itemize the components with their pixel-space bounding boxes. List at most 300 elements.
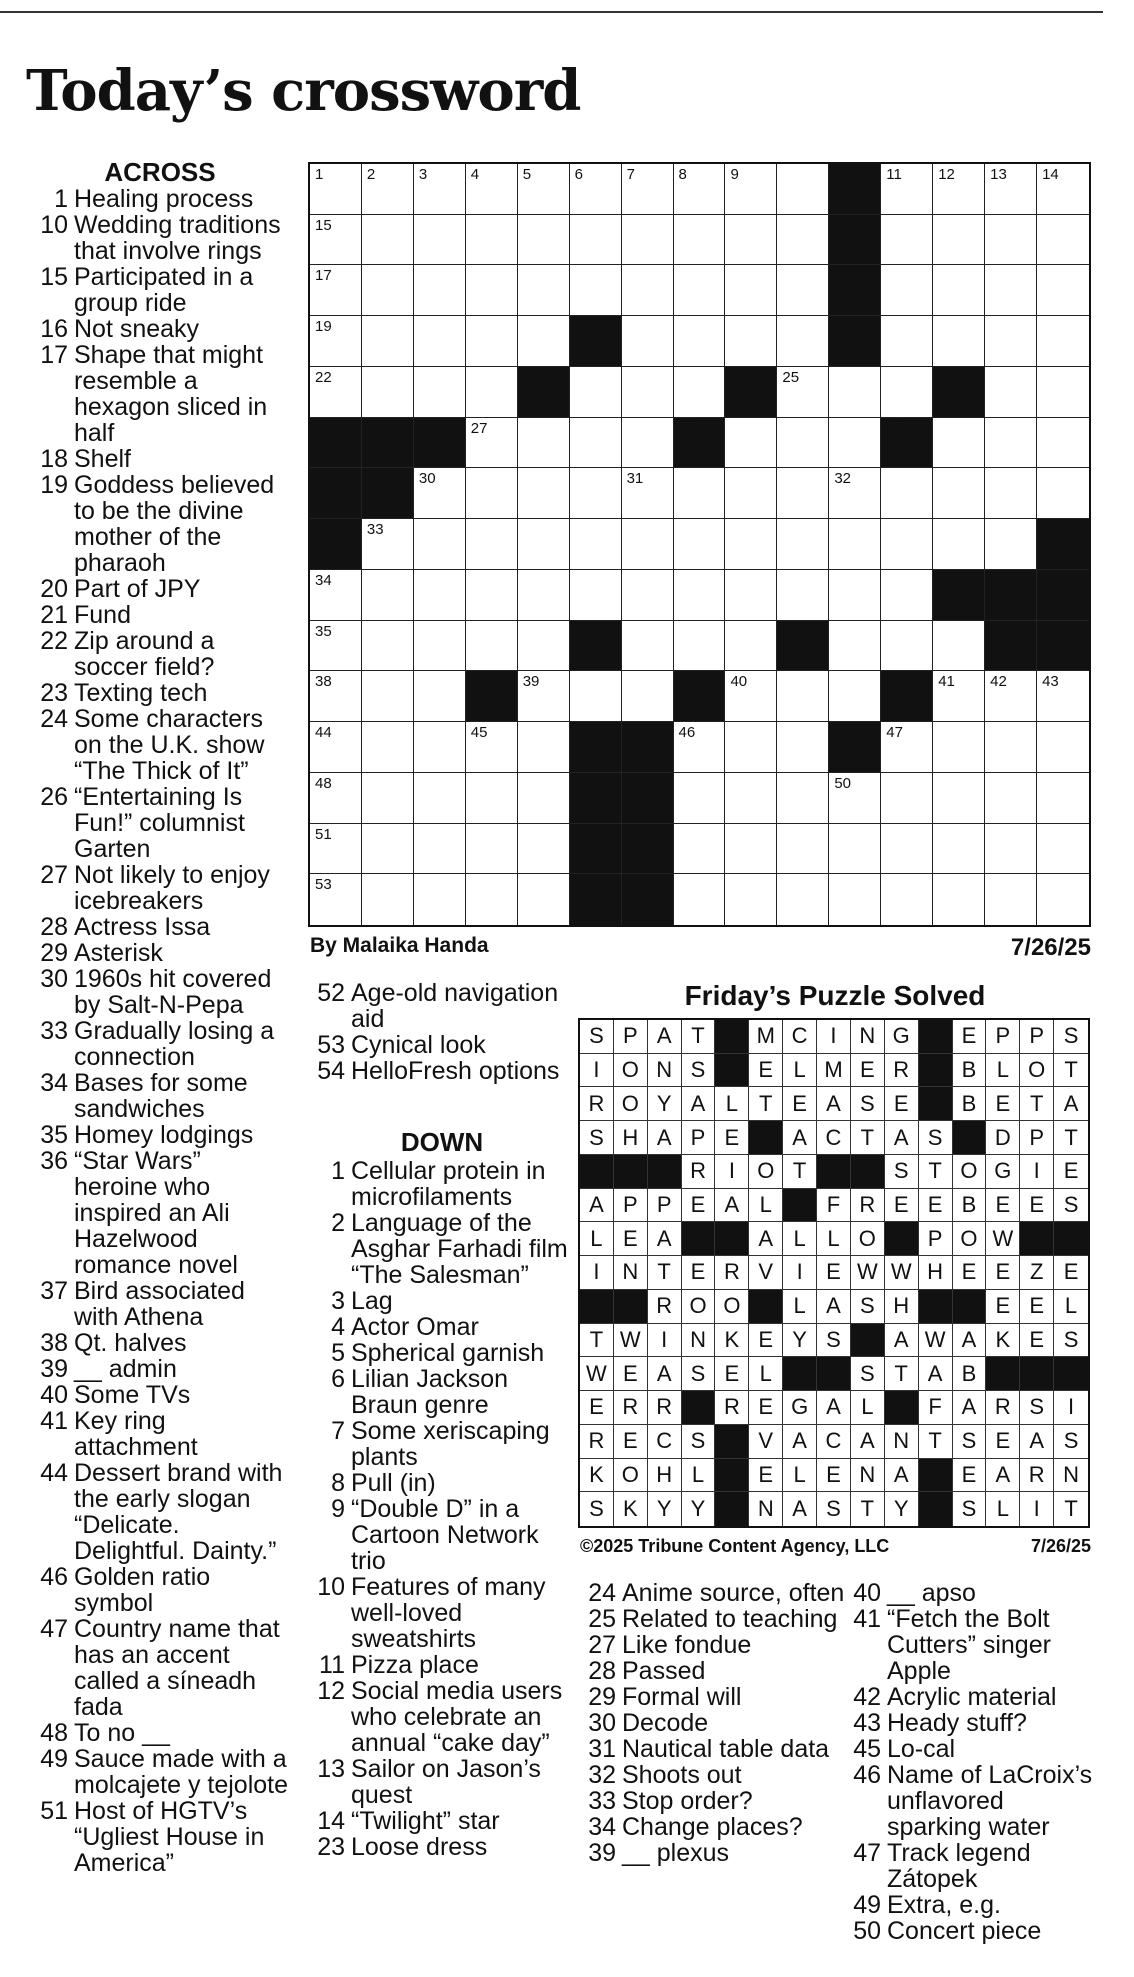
solution-black-square bbox=[1054, 1357, 1088, 1391]
grid-cell[interactable] bbox=[466, 164, 518, 215]
grid-cell[interactable] bbox=[725, 874, 777, 925]
grid-cell[interactable] bbox=[1037, 468, 1089, 519]
grid-cell[interactable] bbox=[518, 215, 570, 266]
clue-item bbox=[30, 1460, 290, 1564]
grid-cell[interactable] bbox=[777, 519, 829, 570]
grid-cell[interactable] bbox=[777, 164, 829, 215]
grid-cell[interactable] bbox=[777, 367, 829, 418]
grid-cell[interactable] bbox=[466, 621, 518, 672]
grid-cell[interactable] bbox=[414, 671, 466, 722]
solution-letter: L bbox=[783, 1459, 817, 1493]
grid-cell[interactable] bbox=[414, 468, 466, 519]
grid-cell[interactable] bbox=[570, 215, 622, 266]
grid-cell[interactable] bbox=[414, 722, 466, 773]
grid-cell[interactable] bbox=[1037, 722, 1089, 773]
grid-cell[interactable] bbox=[518, 671, 570, 722]
grid-cell[interactable] bbox=[622, 164, 674, 215]
solution-letter: E bbox=[986, 1087, 1020, 1121]
clue-text: Gradually losing a connection bbox=[74, 1017, 275, 1071]
grid-cell[interactable] bbox=[881, 367, 933, 418]
solution-letter: H bbox=[919, 1256, 953, 1290]
grid-cell[interactable] bbox=[725, 621, 777, 672]
black-square bbox=[622, 773, 674, 824]
clue-item bbox=[578, 1606, 848, 1632]
grid-cell[interactable] bbox=[362, 722, 414, 773]
grid-cell[interactable] bbox=[414, 824, 466, 875]
grid-cell[interactable] bbox=[518, 621, 570, 672]
grid-cell[interactable] bbox=[933, 671, 985, 722]
clue-item bbox=[843, 1918, 1103, 1944]
grid-cell[interactable] bbox=[725, 519, 777, 570]
grid-cell[interactable] bbox=[933, 215, 985, 266]
grid-cell[interactable] bbox=[466, 519, 518, 570]
clue-item bbox=[30, 1616, 290, 1720]
grid-cell[interactable] bbox=[310, 722, 362, 773]
clue-item bbox=[307, 1288, 577, 1314]
grid-cell[interactable] bbox=[310, 824, 362, 875]
grid-cell[interactable] bbox=[1037, 367, 1089, 418]
grid-cell[interactable] bbox=[310, 874, 362, 925]
grid-cell[interactable] bbox=[622, 671, 674, 722]
solution-letter: I bbox=[783, 1256, 817, 1290]
grid-cell[interactable] bbox=[777, 316, 829, 367]
grid-cell[interactable] bbox=[881, 215, 933, 266]
clue-item bbox=[30, 316, 290, 342]
grid-cell[interactable] bbox=[518, 418, 570, 469]
grid-cell[interactable] bbox=[725, 773, 777, 824]
grid-cell[interactable] bbox=[466, 824, 518, 875]
solution-black-square bbox=[783, 1189, 817, 1223]
grid-cell[interactable] bbox=[881, 468, 933, 519]
solution-letter: E bbox=[682, 1189, 716, 1223]
grid-cell[interactable] bbox=[985, 164, 1037, 215]
grid-cell[interactable] bbox=[985, 671, 1037, 722]
black-square bbox=[570, 316, 622, 367]
clue-number: 6 bbox=[331, 1365, 345, 1393]
grid-cell[interactable] bbox=[674, 316, 726, 367]
grid-cell[interactable] bbox=[933, 164, 985, 215]
clue-text: Decode bbox=[622, 1709, 709, 1737]
grid-cell[interactable] bbox=[881, 621, 933, 672]
grid-cell[interactable] bbox=[362, 519, 414, 570]
grid-cell[interactable] bbox=[518, 874, 570, 925]
grid-cell[interactable] bbox=[777, 215, 829, 266]
grid-cell[interactable] bbox=[985, 773, 1037, 824]
black-square bbox=[933, 367, 985, 418]
solution-letter: Y bbox=[648, 1492, 682, 1526]
grid-cell[interactable] bbox=[725, 418, 777, 469]
grid-cell[interactable] bbox=[414, 265, 466, 316]
grid-cell[interactable] bbox=[777, 874, 829, 925]
grid-cell[interactable] bbox=[725, 316, 777, 367]
clue-item bbox=[30, 940, 290, 966]
black-square bbox=[777, 621, 829, 672]
grid-cell[interactable] bbox=[881, 164, 933, 215]
grid-cell[interactable] bbox=[725, 570, 777, 621]
grid-cell[interactable] bbox=[622, 418, 674, 469]
solution-letter: E bbox=[715, 1121, 749, 1155]
grid-cell[interactable] bbox=[725, 671, 777, 722]
cell-number: 28 bbox=[678, 419, 696, 437]
grid-cell[interactable] bbox=[414, 874, 466, 925]
grid-cell[interactable] bbox=[362, 164, 414, 215]
grid-cell[interactable] bbox=[362, 570, 414, 621]
grid-cell[interactable] bbox=[881, 519, 933, 570]
grid-cell[interactable] bbox=[777, 418, 829, 469]
grid-cell[interactable] bbox=[466, 722, 518, 773]
clue-number: 15 bbox=[40, 263, 68, 291]
grid-cell[interactable] bbox=[1037, 824, 1089, 875]
solution-letter: O bbox=[953, 1222, 987, 1256]
grid-cell[interactable] bbox=[674, 468, 726, 519]
clue-text: 1960s hit covered by Salt-N-Pepa bbox=[74, 965, 272, 1019]
grid-cell[interactable] bbox=[1037, 671, 1089, 722]
grid-cell[interactable] bbox=[414, 570, 466, 621]
grid-cell[interactable] bbox=[622, 215, 674, 266]
grid-cell[interactable] bbox=[570, 570, 622, 621]
grid-cell[interactable] bbox=[777, 265, 829, 316]
grid-cell[interactable] bbox=[362, 773, 414, 824]
grid-cell[interactable] bbox=[674, 621, 726, 672]
solution-letter: P bbox=[614, 1189, 648, 1223]
clue-text: Anime source, often bbox=[622, 1579, 845, 1607]
grid-cell[interactable] bbox=[985, 468, 1037, 519]
solution-letter: R bbox=[851, 1189, 885, 1223]
grid-cell[interactable] bbox=[985, 722, 1037, 773]
grid-cell[interactable] bbox=[362, 215, 414, 266]
grid-cell[interactable] bbox=[466, 215, 518, 266]
grid-cell[interactable] bbox=[570, 671, 622, 722]
grid-cell[interactable] bbox=[985, 874, 1037, 925]
grid-cell[interactable] bbox=[985, 418, 1037, 469]
grid-cell[interactable] bbox=[518, 570, 570, 621]
grid-cell[interactable] bbox=[518, 468, 570, 519]
grid-cell[interactable] bbox=[414, 215, 466, 266]
grid-cell[interactable] bbox=[829, 418, 881, 469]
clue-item bbox=[30, 1122, 290, 1148]
grid-cell[interactable] bbox=[570, 468, 622, 519]
solution-letter: S bbox=[580, 1121, 614, 1155]
solution-letter: E bbox=[953, 1459, 987, 1493]
grid-cell[interactable] bbox=[466, 874, 518, 925]
clue-number: 13 bbox=[317, 1755, 345, 1783]
grid-cell[interactable] bbox=[466, 367, 518, 418]
solution-letter: P bbox=[1020, 1020, 1054, 1054]
clue-item bbox=[30, 342, 290, 446]
grid-cell[interactable] bbox=[1037, 265, 1089, 316]
grid-cell[interactable] bbox=[933, 418, 985, 469]
grid-cell[interactable] bbox=[622, 621, 674, 672]
grid-cell[interactable] bbox=[985, 215, 1037, 266]
grid-cell[interactable] bbox=[933, 824, 985, 875]
solution-black-square bbox=[614, 1155, 648, 1189]
down-clue-list-continued-2 bbox=[843, 1580, 1103, 1944]
grid-cell[interactable] bbox=[725, 215, 777, 266]
clue-number: 51 bbox=[40, 1797, 68, 1825]
grid-cell[interactable] bbox=[622, 316, 674, 367]
clue-number: 10 bbox=[40, 211, 68, 239]
clue-item bbox=[578, 1710, 848, 1736]
grid-cell[interactable] bbox=[570, 367, 622, 418]
grid-cell[interactable] bbox=[518, 773, 570, 824]
grid-cell[interactable] bbox=[674, 570, 726, 621]
solution-letter: L bbox=[783, 1054, 817, 1088]
grid-cell[interactable] bbox=[518, 265, 570, 316]
solution-letter: R bbox=[715, 1391, 749, 1425]
grid-cell[interactable] bbox=[414, 519, 466, 570]
clue-number: 47 bbox=[40, 1615, 68, 1643]
solution-letter: G bbox=[783, 1391, 817, 1425]
grid-cell[interactable] bbox=[414, 316, 466, 367]
grid-cell[interactable] bbox=[777, 671, 829, 722]
grid-cell[interactable] bbox=[777, 773, 829, 824]
cell-number: 13 bbox=[990, 166, 1007, 183]
clue-text: Some xeriscaping plants bbox=[351, 1417, 550, 1471]
grid-cell[interactable] bbox=[570, 519, 622, 570]
cell-number: 1 bbox=[315, 166, 324, 183]
grid-cell[interactable] bbox=[829, 570, 881, 621]
solution-letter: A bbox=[817, 1087, 851, 1121]
cell-number: 51 bbox=[315, 825, 332, 843]
grid-cell[interactable] bbox=[933, 265, 985, 316]
grid-cell[interactable] bbox=[622, 468, 674, 519]
grid-cell[interactable] bbox=[829, 519, 881, 570]
grid-cell[interactable] bbox=[674, 164, 726, 215]
clue-number: 41 bbox=[40, 1407, 68, 1435]
grid-cell[interactable] bbox=[518, 519, 570, 570]
solution-black-square bbox=[715, 1054, 749, 1088]
clue-number: 53 bbox=[317, 1031, 345, 1059]
crossword-grid[interactable] bbox=[308, 162, 1091, 927]
grid-cell[interactable] bbox=[362, 316, 414, 367]
grid-cell[interactable] bbox=[622, 367, 674, 418]
clue-number: 46 bbox=[853, 1761, 881, 1789]
grid-cell[interactable] bbox=[1037, 215, 1089, 266]
grid-cell[interactable] bbox=[674, 367, 726, 418]
black-square bbox=[725, 367, 777, 418]
solution-letter: W bbox=[851, 1256, 885, 1290]
solution-letter: N bbox=[885, 1425, 919, 1459]
grid-cell[interactable] bbox=[362, 671, 414, 722]
grid-cell[interactable] bbox=[881, 722, 933, 773]
grid-cell[interactable] bbox=[933, 874, 985, 925]
grid-cell[interactable] bbox=[829, 367, 881, 418]
grid-cell[interactable] bbox=[881, 874, 933, 925]
grid-cell[interactable] bbox=[881, 824, 933, 875]
grid-cell[interactable] bbox=[466, 773, 518, 824]
grid-cell[interactable] bbox=[414, 621, 466, 672]
clue-item bbox=[30, 628, 290, 680]
grid-cell[interactable] bbox=[1037, 164, 1089, 215]
black-square bbox=[829, 722, 881, 773]
grid-cell[interactable] bbox=[725, 722, 777, 773]
grid-cell[interactable] bbox=[674, 265, 726, 316]
grid-cell[interactable] bbox=[310, 671, 362, 722]
grid-cell[interactable] bbox=[362, 621, 414, 672]
grid-cell[interactable] bbox=[466, 468, 518, 519]
grid-cell[interactable] bbox=[829, 468, 881, 519]
grid-cell[interactable] bbox=[829, 621, 881, 672]
grid-cell[interactable] bbox=[466, 265, 518, 316]
solution-letter: C bbox=[817, 1425, 851, 1459]
clue-item bbox=[30, 212, 290, 264]
grid-cell[interactable] bbox=[362, 824, 414, 875]
grid-cell[interactable] bbox=[674, 874, 726, 925]
solution-letter: Y bbox=[885, 1492, 919, 1526]
grid-cell[interactable] bbox=[570, 164, 622, 215]
grid-cell[interactable] bbox=[518, 316, 570, 367]
grid-cell[interactable] bbox=[310, 164, 362, 215]
grid-cell[interactable] bbox=[985, 316, 1037, 367]
grid-cell[interactable] bbox=[622, 570, 674, 621]
solution-black-square bbox=[919, 1290, 953, 1324]
grid-cell[interactable] bbox=[414, 773, 466, 824]
solution-letter: I bbox=[817, 1020, 851, 1054]
grid-cell[interactable] bbox=[466, 316, 518, 367]
cell-number: 41 bbox=[938, 673, 955, 691]
clue-number: 1 bbox=[54, 185, 68, 213]
solution-grid bbox=[578, 1018, 1090, 1528]
grid-cell[interactable] bbox=[310, 316, 362, 367]
grid-cell[interactable] bbox=[362, 265, 414, 316]
grid-cell[interactable] bbox=[933, 316, 985, 367]
grid-cell[interactable] bbox=[674, 824, 726, 875]
clue-number: 25 bbox=[588, 1605, 616, 1633]
grid-cell[interactable] bbox=[881, 265, 933, 316]
grid-cell[interactable] bbox=[622, 265, 674, 316]
grid-cell[interactable] bbox=[310, 367, 362, 418]
grid-cell[interactable] bbox=[777, 824, 829, 875]
grid-cell[interactable] bbox=[362, 367, 414, 418]
grid-cell[interactable] bbox=[933, 773, 985, 824]
clue-text: Stop order? bbox=[622, 1787, 753, 1815]
grid-cell[interactable] bbox=[829, 671, 881, 722]
grid-cell[interactable] bbox=[674, 519, 726, 570]
grid-cell[interactable] bbox=[310, 570, 362, 621]
clue-number: 23 bbox=[317, 1833, 345, 1861]
grid-cell[interactable] bbox=[985, 265, 1037, 316]
clue-text: Not sneaky bbox=[74, 315, 200, 343]
grid-cell[interactable] bbox=[1037, 316, 1089, 367]
grid-cell[interactable] bbox=[362, 874, 414, 925]
grid-cell[interactable] bbox=[570, 418, 622, 469]
grid-cell[interactable] bbox=[674, 215, 726, 266]
grid-cell[interactable] bbox=[414, 367, 466, 418]
cell-number: 35 bbox=[315, 622, 332, 640]
solution-letter: K bbox=[614, 1492, 648, 1526]
clue-number: 1 bbox=[331, 1157, 345, 1185]
cell-number: 29 bbox=[886, 419, 903, 437]
grid-cell[interactable] bbox=[985, 367, 1037, 418]
grid-cell[interactable] bbox=[414, 164, 466, 215]
solution-letter: R bbox=[885, 1054, 919, 1088]
clue-item bbox=[307, 1652, 577, 1678]
solution-letter: N bbox=[749, 1492, 783, 1526]
grid-cell[interactable] bbox=[310, 215, 362, 266]
grid-cell[interactable] bbox=[570, 265, 622, 316]
cell-number: 45 bbox=[470, 724, 488, 742]
grid-cell[interactable] bbox=[829, 824, 881, 875]
clue-text: Lilian Jackson Braun genre bbox=[351, 1365, 509, 1419]
grid-cell[interactable] bbox=[933, 519, 985, 570]
clue-text: Texting tech bbox=[74, 679, 208, 707]
clue-text: __ apso bbox=[887, 1579, 976, 1607]
grid-cell[interactable] bbox=[1037, 773, 1089, 824]
grid-cell[interactable] bbox=[725, 164, 777, 215]
grid-cell[interactable] bbox=[466, 570, 518, 621]
grid-cell[interactable] bbox=[725, 468, 777, 519]
grid-cell[interactable] bbox=[985, 824, 1037, 875]
solution-black-square bbox=[580, 1290, 614, 1324]
grid-cell[interactable] bbox=[777, 468, 829, 519]
black-square bbox=[1037, 570, 1089, 621]
solution-letter: G bbox=[885, 1020, 919, 1054]
solution-black-square bbox=[1020, 1357, 1054, 1391]
cell-number: 25 bbox=[782, 368, 800, 386]
solution-letter: E bbox=[682, 1256, 716, 1290]
black-square bbox=[310, 418, 362, 469]
solution-letter: A bbox=[648, 1222, 682, 1256]
grid-cell[interactable] bbox=[310, 265, 362, 316]
clue-number: 14 bbox=[317, 1807, 345, 1835]
grid-cell[interactable] bbox=[518, 722, 570, 773]
solution-letter: T bbox=[919, 1155, 953, 1189]
grid-cell[interactable] bbox=[881, 773, 933, 824]
solution-letter: O bbox=[715, 1290, 749, 1324]
grid-cell[interactable] bbox=[1037, 418, 1089, 469]
clue-number: 54 bbox=[317, 1057, 345, 1085]
clue-text: Asterisk bbox=[74, 939, 163, 967]
grid-cell[interactable] bbox=[725, 265, 777, 316]
grid-cell[interactable] bbox=[881, 316, 933, 367]
grid-cell[interactable] bbox=[829, 874, 881, 925]
grid-cell[interactable] bbox=[829, 773, 881, 824]
cell-number: 48 bbox=[315, 774, 332, 792]
cell-number: 54 bbox=[626, 876, 644, 894]
grid-cell[interactable] bbox=[310, 621, 362, 672]
clue-item bbox=[307, 1678, 577, 1756]
solution-letter: E bbox=[885, 1087, 919, 1121]
cell-number: 22 bbox=[315, 368, 332, 386]
grid-cell[interactable] bbox=[622, 519, 674, 570]
grid-cell[interactable] bbox=[933, 722, 985, 773]
grid-cell[interactable] bbox=[674, 773, 726, 824]
grid-cell[interactable] bbox=[1037, 874, 1089, 925]
grid-cell[interactable] bbox=[518, 824, 570, 875]
solution-black-square bbox=[953, 1290, 987, 1324]
cell-number: 27 bbox=[470, 419, 488, 437]
grid-cell[interactable] bbox=[518, 164, 570, 215]
grid-cell[interactable] bbox=[777, 722, 829, 773]
grid-cell[interactable] bbox=[985, 519, 1037, 570]
grid-cell[interactable] bbox=[466, 418, 518, 469]
solution-letter: L bbox=[817, 1222, 851, 1256]
clue-text: Features of many well-loved sweatshirts bbox=[351, 1573, 546, 1653]
clue-item bbox=[307, 1470, 577, 1496]
grid-cell[interactable] bbox=[881, 570, 933, 621]
grid-cell[interactable] bbox=[310, 773, 362, 824]
grid-cell[interactable] bbox=[777, 570, 829, 621]
grid-cell[interactable] bbox=[933, 468, 985, 519]
clue-item bbox=[843, 1606, 1103, 1684]
grid-cell[interactable] bbox=[933, 621, 985, 672]
solution-black-square bbox=[817, 1155, 851, 1189]
grid-cell[interactable] bbox=[725, 824, 777, 875]
solution-black-square bbox=[715, 1425, 749, 1459]
clue-number: 23 bbox=[40, 679, 68, 707]
across-clues-column bbox=[30, 158, 290, 1876]
grid-cell[interactable] bbox=[674, 722, 726, 773]
